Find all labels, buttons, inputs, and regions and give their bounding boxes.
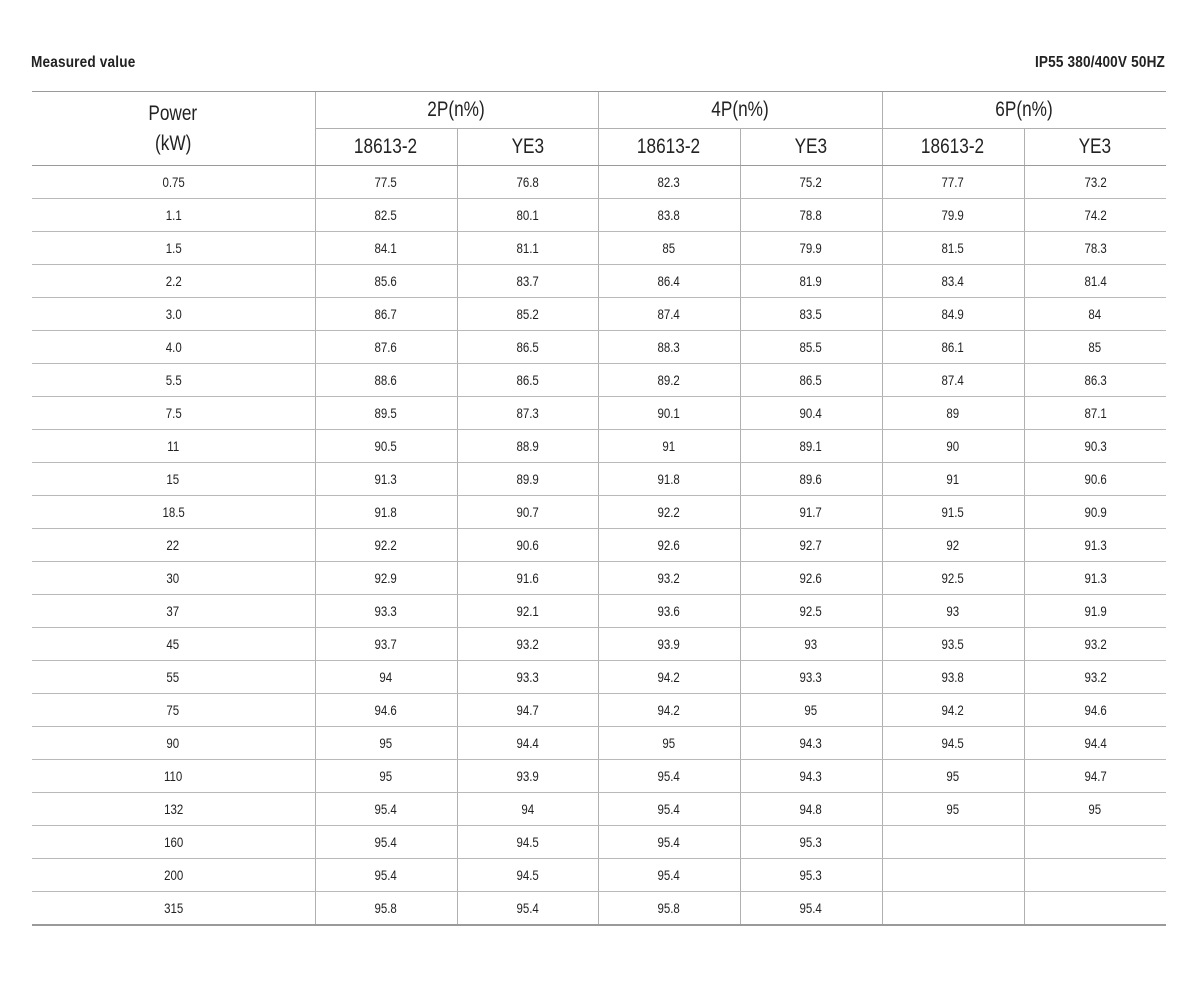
efficiency-cell: 89.5 (315, 397, 457, 430)
efficiency-cell: 95 (315, 760, 457, 793)
efficiency-cell: 93.9 (598, 628, 740, 661)
efficiency-cell: 90 (882, 430, 1024, 463)
efficiency-cell: 94.7 (457, 694, 598, 727)
power-header-line1: Power (148, 101, 198, 125)
efficiency-cell: 95.4 (598, 760, 740, 793)
power-cell: 5.5 (32, 364, 315, 397)
efficiency-cell: 75.2 (740, 166, 882, 199)
efficiency-cell: 90.6 (1024, 463, 1166, 496)
efficiency-cell: 87.4 (882, 364, 1024, 397)
power-cell: 1.5 (32, 232, 315, 265)
power-cell: 55 (32, 661, 315, 694)
efficiency-cell: 93.2 (1024, 661, 1166, 694)
power-cell: 45 (32, 628, 315, 661)
group-header-6p: 6P(n%) (882, 92, 1166, 129)
efficiency-cell: 87.4 (598, 298, 740, 331)
efficiency-cell: 91.3 (1024, 562, 1166, 595)
power-cell: 7.5 (32, 397, 315, 430)
efficiency-cell: 78.3 (1024, 232, 1166, 265)
efficiency-cell: 90.6 (457, 529, 598, 562)
efficiency-cell: 88.3 (598, 331, 740, 364)
efficiency-cell: 86.1 (882, 331, 1024, 364)
subheader-2p-18613: 18613-2 (315, 129, 457, 166)
subheader-6p-18613: 18613-2 (882, 129, 1024, 166)
efficiency-cell: 95.4 (457, 892, 598, 926)
efficiency-cell: 80.1 (457, 199, 598, 232)
efficiency-cell (1024, 892, 1166, 926)
table-row (32, 694, 1166, 727)
power-cell: 4.0 (32, 331, 315, 364)
efficiency-cell: 83.5 (740, 298, 882, 331)
group-header-4p: 4P(n%) (598, 92, 882, 129)
efficiency-cell: 95.4 (315, 793, 457, 826)
table-row (32, 364, 1166, 397)
efficiency-cell: 95.8 (315, 892, 457, 926)
power-column-header (32, 92, 315, 166)
efficiency-cell: 86.5 (457, 364, 598, 397)
efficiency-cell: 95 (1024, 793, 1166, 826)
efficiency-cell: 92.6 (598, 529, 740, 562)
efficiency-cell: 90.5 (315, 430, 457, 463)
power-cell: 30 (32, 562, 315, 595)
efficiency-cell: 82.5 (315, 199, 457, 232)
efficiency-cell: 95.8 (598, 892, 740, 926)
efficiency-cell: 93.3 (315, 595, 457, 628)
efficiency-cell: 91.8 (315, 496, 457, 529)
efficiency-cell: 95.4 (598, 793, 740, 826)
efficiency-cell: 82.3 (598, 166, 740, 199)
efficiency-cell: 87.6 (315, 331, 457, 364)
efficiency-cell: 84 (1024, 298, 1166, 331)
efficiency-cell: 94.6 (315, 694, 457, 727)
efficiency-cell: 95 (882, 793, 1024, 826)
efficiency-cell: 91.6 (457, 562, 598, 595)
power-cell: 2.2 (32, 265, 315, 298)
efficiency-cell: 81.5 (882, 232, 1024, 265)
efficiency-cell: 94 (315, 661, 457, 694)
efficiency-cell: 92.1 (457, 595, 598, 628)
efficiency-cell (1024, 826, 1166, 859)
efficiency-cell: 85.6 (315, 265, 457, 298)
efficiency-cell: 95 (882, 760, 1024, 793)
efficiency-cell: 95.3 (740, 859, 882, 892)
efficiency-cell: 92.2 (315, 529, 457, 562)
efficiency-cell: 93.2 (1024, 628, 1166, 661)
table-row (32, 496, 1166, 529)
efficiency-cell: 94 (457, 793, 598, 826)
efficiency-cell: 79.9 (882, 199, 1024, 232)
efficiency-cell: 84.9 (882, 298, 1024, 331)
efficiency-cell: 83.4 (882, 265, 1024, 298)
efficiency-cell: 87.3 (457, 397, 598, 430)
table-row (32, 628, 1166, 661)
efficiency-cell (882, 826, 1024, 859)
efficiency-cell: 78.8 (740, 199, 882, 232)
efficiency-cell: 76.8 (457, 166, 598, 199)
efficiency-cell: 83.8 (598, 199, 740, 232)
efficiency-cell: 91.3 (315, 463, 457, 496)
table-row (32, 892, 1166, 926)
efficiency-cell: 91 (598, 430, 740, 463)
efficiency-cell: 90.3 (1024, 430, 1166, 463)
table-row (32, 727, 1166, 760)
efficiency-cell: 86.5 (457, 331, 598, 364)
efficiency-cell: 93.8 (882, 661, 1024, 694)
power-cell: 1.1 (32, 199, 315, 232)
efficiency-cell: 92.5 (740, 595, 882, 628)
efficiency-cell: 81.1 (457, 232, 598, 265)
efficiency-cell: 93.3 (740, 661, 882, 694)
efficiency-cell: 90.1 (598, 397, 740, 430)
efficiency-cell: 81.4 (1024, 265, 1166, 298)
efficiency-cell: 91.8 (598, 463, 740, 496)
efficiency-cell: 73.2 (1024, 166, 1166, 199)
power-cell: 75 (32, 694, 315, 727)
efficiency-cell: 86.5 (740, 364, 882, 397)
power-cell: 200 (32, 859, 315, 892)
efficiency-cell: 92.5 (882, 562, 1024, 595)
efficiency-cell: 86.4 (598, 265, 740, 298)
efficiency-cell: 90.9 (1024, 496, 1166, 529)
efficiency-cell: 94.5 (882, 727, 1024, 760)
efficiency-cell: 77.5 (315, 166, 457, 199)
table-row (32, 265, 1166, 298)
efficiency-cell: 89.2 (598, 364, 740, 397)
efficiency-cell: 84.1 (315, 232, 457, 265)
measured-value-title: Measured value (31, 54, 136, 71)
table-row (32, 760, 1166, 793)
efficiency-cell: 94.3 (740, 760, 882, 793)
efficiency-cell: 93.3 (457, 661, 598, 694)
power-cell: 160 (32, 826, 315, 859)
efficiency-cell: 95 (598, 727, 740, 760)
efficiency-table (32, 91, 1166, 926)
power-cell: 3.0 (32, 298, 315, 331)
table-body (32, 166, 1166, 926)
efficiency-cell: 85 (1024, 331, 1166, 364)
efficiency-cell: 94.4 (1024, 727, 1166, 760)
efficiency-cell: 87.1 (1024, 397, 1166, 430)
spec-title: IP55 380/400V 50HZ (1034, 54, 1165, 71)
table-row (32, 859, 1166, 892)
efficiency-cell: 91.3 (1024, 529, 1166, 562)
table-row (32, 199, 1166, 232)
efficiency-cell: 79.9 (740, 232, 882, 265)
subheader-2p-ye3: YE3 (457, 129, 598, 166)
power-cell: 22 (32, 529, 315, 562)
efficiency-cell: 94.2 (882, 694, 1024, 727)
efficiency-cell: 94.3 (740, 727, 882, 760)
efficiency-cell: 94.5 (457, 826, 598, 859)
power-cell: 132 (32, 793, 315, 826)
table-row (32, 826, 1166, 859)
efficiency-cell: 89.1 (740, 430, 882, 463)
power-cell: 315 (32, 892, 315, 926)
efficiency-cell: 83.7 (457, 265, 598, 298)
table-row (32, 397, 1166, 430)
table-row (32, 430, 1166, 463)
efficiency-cell: 93.5 (882, 628, 1024, 661)
efficiency-cell: 94.8 (740, 793, 882, 826)
efficiency-cell: 91 (882, 463, 1024, 496)
efficiency-cell: 88.6 (315, 364, 457, 397)
efficiency-cell: 94.6 (1024, 694, 1166, 727)
power-cell: 0.75 (32, 166, 315, 199)
efficiency-cell: 95.4 (598, 859, 740, 892)
efficiency-cell: 94.2 (598, 661, 740, 694)
power-cell: 37 (32, 595, 315, 628)
efficiency-cell: 91.5 (882, 496, 1024, 529)
efficiency-cell: 95 (740, 694, 882, 727)
table-row (32, 793, 1166, 826)
efficiency-cell: 81.9 (740, 265, 882, 298)
table-row (32, 562, 1166, 595)
efficiency-cell: 90.4 (740, 397, 882, 430)
power-cell: 11 (32, 430, 315, 463)
efficiency-cell (882, 859, 1024, 892)
table-row (32, 298, 1166, 331)
efficiency-cell: 92.2 (598, 496, 740, 529)
efficiency-cell: 85.2 (457, 298, 598, 331)
power-header-line2: (kW) (155, 131, 192, 155)
efficiency-cell (1024, 859, 1166, 892)
table-row (32, 661, 1166, 694)
efficiency-cell: 74.2 (1024, 199, 1166, 232)
efficiency-cell: 95.4 (315, 859, 457, 892)
efficiency-cell: 77.7 (882, 166, 1024, 199)
efficiency-cell: 93 (882, 595, 1024, 628)
table-row (32, 331, 1166, 364)
efficiency-cell: 93 (740, 628, 882, 661)
power-cell: 18.5 (32, 496, 315, 529)
efficiency-cell: 86.7 (315, 298, 457, 331)
efficiency-cell: 94.4 (457, 727, 598, 760)
efficiency-cell: 93.6 (598, 595, 740, 628)
efficiency-cell: 89 (882, 397, 1024, 430)
efficiency-cell: 93.9 (457, 760, 598, 793)
efficiency-cell (882, 892, 1024, 926)
table-row (32, 232, 1166, 265)
efficiency-cell: 91.7 (740, 496, 882, 529)
efficiency-cell: 93.2 (598, 562, 740, 595)
subheader-4p-18613: 18613-2 (598, 129, 740, 166)
table-row (32, 529, 1166, 562)
power-cell: 110 (32, 760, 315, 793)
table-row (32, 463, 1166, 496)
efficiency-cell: 95.4 (740, 892, 882, 926)
efficiency-cell: 89.6 (740, 463, 882, 496)
subheader-4p-ye3: YE3 (740, 129, 882, 166)
efficiency-cell: 95.4 (598, 826, 740, 859)
efficiency-cell: 92.7 (740, 529, 882, 562)
efficiency-cell: 94.7 (1024, 760, 1166, 793)
subheader-6p-ye3: YE3 (1024, 129, 1166, 166)
efficiency-cell: 95.4 (315, 826, 457, 859)
efficiency-cell: 93.7 (315, 628, 457, 661)
efficiency-cell: 90.7 (457, 496, 598, 529)
efficiency-cell: 85 (598, 232, 740, 265)
efficiency-cell: 88.9 (457, 430, 598, 463)
efficiency-cell: 92.6 (740, 562, 882, 595)
efficiency-cell: 94.5 (457, 859, 598, 892)
efficiency-cell: 95.3 (740, 826, 882, 859)
table-row (32, 166, 1166, 199)
power-cell: 90 (32, 727, 315, 760)
group-header-2p: 2P(n%) (315, 92, 598, 129)
table-row (32, 595, 1166, 628)
efficiency-cell: 93.2 (457, 628, 598, 661)
efficiency-cell: 91.9 (1024, 595, 1166, 628)
efficiency-cell: 92.9 (315, 562, 457, 595)
efficiency-cell: 94.2 (598, 694, 740, 727)
efficiency-cell: 86.3 (1024, 364, 1166, 397)
efficiency-cell: 85.5 (740, 331, 882, 364)
efficiency-cell: 95 (315, 727, 457, 760)
power-cell: 15 (32, 463, 315, 496)
efficiency-cell: 92 (882, 529, 1024, 562)
efficiency-cell: 89.9 (457, 463, 598, 496)
